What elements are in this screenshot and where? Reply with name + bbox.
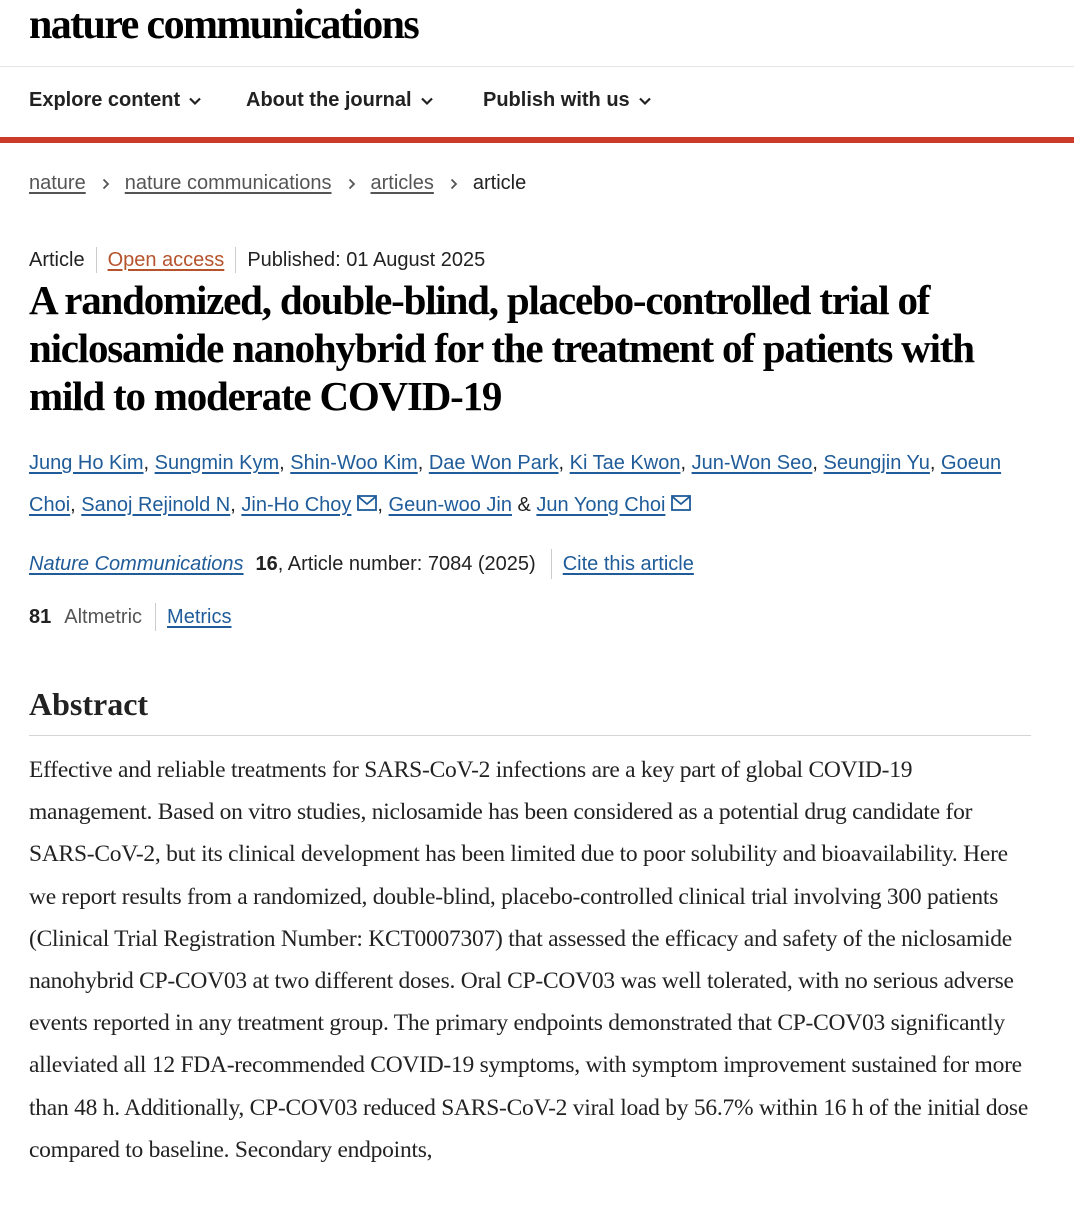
chevron-right-icon — [448, 178, 460, 190]
author-separator: , — [230, 494, 242, 516]
open-access-link[interactable]: Open access — [107, 248, 225, 271]
author-separator: , — [70, 494, 82, 516]
site-header — [0, 0, 1074, 67]
author-ampersand: & — [511, 494, 537, 516]
nav-accent-bar — [0, 137, 1074, 143]
author-separator: , — [377, 494, 389, 516]
journal-logo[interactable]: nature communications — [29, 2, 419, 48]
volume-number: 16 — [255, 552, 278, 575]
cite-this-article-link[interactable]: Cite this article — [562, 552, 694, 575]
metrics-link[interactable]: Metrics — [167, 605, 232, 628]
chevron-down-icon — [188, 94, 202, 108]
divider — [235, 247, 236, 273]
author-separator: , — [417, 452, 429, 474]
author-separator: , — [143, 452, 155, 474]
journal-link[interactable]: Nature Communications — [29, 552, 244, 575]
chevron-right-icon — [100, 178, 112, 190]
nav-explore-content[interactable] — [29, 89, 202, 112]
published-date: Published: 01 August 2025 — [247, 248, 486, 271]
divider — [551, 549, 552, 579]
article-type: Article — [29, 248, 85, 271]
author-link[interactable]: Sanoj Rejinold N — [81, 494, 231, 516]
abstract-heading: Abstract — [29, 686, 149, 722]
chevron-down-icon — [638, 94, 652, 108]
nav-item-label: Publish with us — [483, 89, 630, 111]
breadcrumb-current: article — [472, 172, 527, 194]
author-separator: , — [279, 452, 291, 474]
abstract-divider — [29, 735, 1031, 736]
author-link[interactable]: Sungmin Kym — [154, 452, 280, 474]
author-link[interactable]: Seungjin Yu — [823, 452, 930, 474]
author-separator: , — [680, 452, 692, 474]
author-link[interactable]: Jun-Won Seo — [691, 452, 813, 474]
divider — [155, 603, 156, 631]
author-separator: , — [812, 452, 824, 474]
author-link[interactable]: Geun-woo Jin — [388, 494, 512, 516]
breadcrumb-link-articles[interactable]: articles — [370, 172, 434, 194]
author-list — [29, 442, 1039, 526]
author-link[interactable]: Dae Won Park — [428, 452, 559, 474]
altmetric-score: 81 — [29, 605, 52, 628]
breadcrumb — [29, 172, 526, 195]
envelope-icon[interactable] — [671, 495, 691, 511]
metrics-line — [29, 603, 232, 631]
nav-publish-with-us[interactable] — [483, 89, 652, 112]
nav-item-label: About the journal — [246, 89, 412, 111]
citation-line — [29, 549, 694, 579]
article-number: , Article number: 7084 (2025) — [277, 552, 536, 575]
author-link[interactable]: Goeun Choi — [29, 452, 1002, 516]
breadcrumb-link-nature-communications[interactable]: nature communications — [124, 172, 332, 194]
envelope-icon[interactable] — [357, 495, 377, 511]
abstract-text: Effective and reliable treatments for SARS-CoV-2 infections are a key part of global COVID-19 management. Based on vitro studies, niclosamide has been considered as a potential drug candidate for SARS-CoV-2, but its clinical development has been limited due to poor solubility and bioavailability. Here we report results from a randomized, double-blind, placebo-controlled clinical trial involving 300 patients (Clinical Trial Registration Number: KCT0007307) that assessed the efficacy and safety of the niclosamide nanohybrid CP-COV03 at two different doses. Oral CP-COV03 was well tolerated, with no serious adverse events reported in any treatment group. The primary endpoints demonstrated that CP-COV03 significantly alleviated all 12 FDA-recommended COVID-19 symptoms, with symptom improvement sustained for more than 48 h. Additionally, CP-COV03 reduced SARS-CoV-2 viral load by 56.7% within 16 h of the initial dose compared to baseline. Secondary endpoints, — [29, 757, 1029, 1163]
divider — [96, 247, 97, 273]
author-link[interactable]: Shin-Woo Kim — [290, 452, 418, 474]
main-nav — [0, 67, 1074, 137]
nav-about-journal[interactable] — [246, 89, 434, 112]
author-link[interactable]: Ki Tae Kwon — [569, 452, 681, 474]
nav-item-label: Explore content — [29, 89, 181, 111]
breadcrumb-link-nature[interactable]: nature — [29, 172, 86, 194]
chevron-right-icon — [346, 178, 358, 190]
article-meta — [29, 247, 485, 273]
author-separator: , — [929, 452, 942, 474]
altmetric-label: Altmetric — [64, 605, 143, 628]
author-separator: , — [558, 452, 570, 474]
article-title: A randomized, double-blind, placebo-controlled trial of niclosamide nanohybrid for the treatment of patients with mild to moderate COVID-19 — [29, 277, 974, 419]
author-link[interactable]: Jin-Ho Choy — [241, 494, 352, 516]
author-link[interactable]: Jung Ho Kim — [29, 452, 144, 474]
author-link[interactable]: Jun Yong Choi — [536, 494, 666, 516]
chevron-down-icon — [420, 94, 434, 108]
